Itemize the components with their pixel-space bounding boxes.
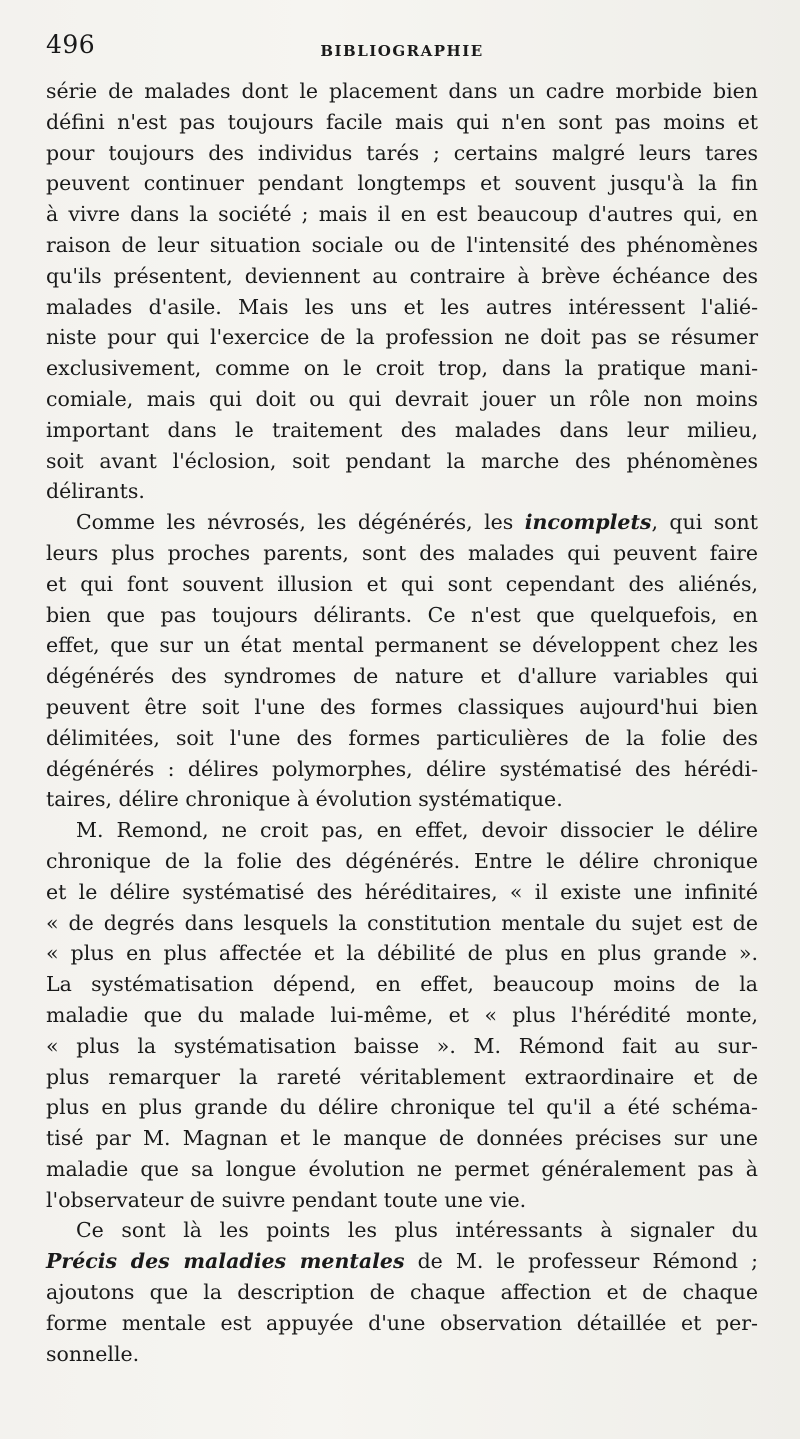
text-line: chronique de la folie des dégénérés. Entre le délire chronique [46,848,758,873]
text-line: niste pour qui l'exercice de la profession ne doit pas se résumer [46,325,758,350]
text-fragment: de M. le professeur Rémond ; [404,1249,758,1274]
text-line: et qui font souvent illusion et qui sont cependant des aliénés, [46,571,758,596]
text-line: « plus en plus affectée et la débilité de plus en plus grande ». [46,941,758,966]
text-line: dégénérés : délires polymorphes, délire systématisé des hérédi- [46,756,758,781]
italic-term: incomplets [524,510,652,535]
page-header [46,30,758,78]
text-line: exclusivement, comme on le croit trop, dans la pratique mani- [46,356,758,381]
text-line [46,507,758,538]
text-line: peuvent être soit l'une des formes classiques aujourd'hui bien [46,694,758,719]
text-line: délirants. [46,479,145,504]
text-line: leurs plus proches parents, sont des malades qui peuvent faire [46,540,758,565]
text-line: dégénérés des syndromes de nature et d'allure variables qui [46,664,758,689]
body-text [46,76,758,1369]
text-line: malades d'asile. Mais les uns et les autres intéressent l'alié- [46,294,758,319]
text-line: plus remarquer la rareté véritablement extraordinaire et de [46,1064,758,1089]
text-line: « de degrés dans lesquels la constitution mentale du sujet est de [46,910,758,935]
text-fragment: , qui sont [651,510,758,535]
text-line: La systématisation dépend, en effet, beaucoup moins de la [46,972,758,997]
running-head: BIBLIOGRAPHIE [320,42,484,60]
text-line: défini n'est pas toujours facile mais qui n'en sont pas moins et [46,109,758,134]
text-line: M. Remond, ne croit pas, en effet, devoir dissocier le délire [76,818,758,843]
text-line: ajoutons que la description de chaque affection et de chaque [46,1280,758,1305]
italic-title: Précis des maladies mentales [46,1249,405,1274]
text-line: comiale, mais qui doit ou qui devrait jouer un rôle non moins [46,386,758,411]
text-line: plus en plus grande du délire chronique tel qu'il a été schéma- [46,1095,758,1120]
text-line: pour toujours des individus tarés ; certains malgré leurs tares [46,140,758,165]
text-line: important dans le traitement des malades dans leur milieu, [46,417,758,442]
text-line: bien que pas toujours délirants. Ce n'est que quelquefois, en [46,602,758,627]
text-line: « plus la systématisation baisse ». M. Rémond fait au sur- [46,1033,758,1058]
text-line: maladie que du malade lui-même, et « plus l'hérédité monte, [46,1002,758,1027]
text-line: et le délire systématisé des héréditaires, « il existe une infinité [46,879,758,904]
page-number: 496 [46,30,96,59]
text-line: à vivre dans la société ; mais il en est beaucoup d'autres qui, en [46,202,758,227]
text-line: Ce sont là les points les plus intéressants à signaler du [76,1218,758,1243]
text-line: raison de leur situation sociale ou de l'intensité des phénomènes [46,232,758,257]
text-line: qu'ils présentent, deviennent au contraire à brève échéance des [46,263,758,288]
text-line: série de malades dont le placement dans un cadre morbide bien [46,79,758,103]
text-line: délimitées, soit l'une des formes particulières de la folie des [46,725,758,750]
text-line: sonnelle. [46,1341,140,1366]
text-line [46,1246,758,1277]
text-line: l'observateur de suivre pendant toute une vie. [46,1187,527,1212]
text-fragment: Comme les névrosés, les dégénérés, les [76,510,525,535]
text-line: soit avant l'éclosion, soit pendant la marche des phénomènes [46,448,758,473]
text-line: forme mentale est appuyée d'une observation détaillée et per- [46,1310,758,1335]
text-line: tisé par M. Magnan et le manque de données précises sur une [46,1126,758,1151]
text-line: taires, délire chronique à évolution systématique. [46,787,563,812]
text-line: effet, que sur un état mental permanent se développent chez les [46,633,758,658]
text-line: maladie que sa longue évolution ne permet généralement pas à [46,1156,758,1181]
text-line: peuvent continuer pendant longtemps et souvent jusqu'à la fin [46,171,758,196]
